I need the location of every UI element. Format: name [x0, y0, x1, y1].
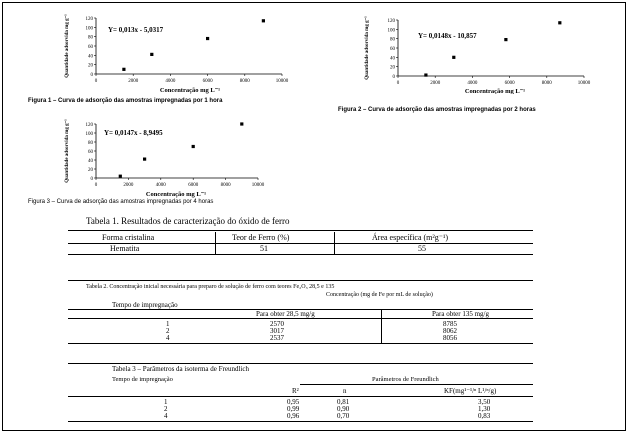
x-tick-label: 10000	[577, 81, 591, 86]
table-1-cell: 55	[418, 244, 426, 253]
data-point	[504, 38, 507, 41]
table-3-cell: 1	[164, 398, 168, 406]
data-point	[424, 73, 427, 76]
table-2-subtitle: Concentração (mg de Fe por mL de solução)	[326, 292, 433, 298]
table-3-cell: 0,83	[478, 412, 491, 420]
table-3-title: Tabela 3 – Parâmetros da isoterma de Freundlich	[112, 365, 249, 373]
table-1-header: Teor de Ferro (%)	[232, 233, 290, 242]
x-tick-label: 0	[396, 81, 400, 86]
figure-3-chart	[60, 118, 270, 198]
y-tick-label: 80	[88, 141, 93, 146]
table-divider	[68, 280, 533, 281]
table-2-cell: 8056	[443, 334, 457, 342]
data-point	[119, 175, 122, 178]
table-divider	[68, 363, 533, 364]
table-1-header: Forma cristalina	[102, 233, 155, 242]
table-3-cell: 0,70	[337, 412, 350, 420]
figure-2-caption: Figura 2 – Curva de adsorção das amostras impregnadas por 2 horas	[338, 107, 536, 113]
table-2-cell: 2	[166, 327, 170, 335]
table-3-group-label: Tempo de impregnação	[112, 376, 173, 383]
table-3-cell: 4	[164, 412, 168, 420]
data-point	[240, 122, 243, 125]
y-tick-label: 100	[387, 28, 395, 34]
y-tick-label: 40	[88, 54, 93, 60]
data-point	[122, 68, 125, 71]
y-tick-label: 120	[85, 123, 93, 128]
table-2-cell: 8062	[443, 327, 457, 335]
y-tick-label: 100	[85, 26, 93, 32]
data-point	[452, 56, 455, 59]
data-point	[558, 21, 561, 24]
x-tick-label: 0	[94, 79, 98, 84]
x-tick-label: 8000	[220, 183, 231, 188]
figure-2-chart	[360, 12, 600, 94]
figure-1-caption: Figura 1 – Curva de adsorção das amostras impregnadas por 1 hora	[28, 98, 223, 104]
table-3-cell: 0,81	[337, 398, 350, 406]
x-tick-label: 4000	[467, 81, 478, 86]
table-divider	[381, 309, 382, 343]
figure-3-caption: Figura 3 – Curva de adsorção das amostras impregnadas por 4 horas	[28, 199, 214, 205]
table-3-cell: 0,90	[337, 405, 350, 413]
table-2-header: Para obter 135 mg/g	[432, 310, 489, 318]
y-tick-label: 80	[390, 37, 395, 43]
table-3-cell: 3,50	[478, 398, 491, 406]
y-tick-label: 20	[390, 65, 395, 71]
data-point	[192, 145, 195, 148]
data-point	[262, 19, 265, 22]
table-divider	[300, 384, 533, 385]
table-3-cell: 0,96	[287, 412, 300, 420]
table-2-cell: 8785	[443, 320, 457, 328]
y-tick-label: 40	[88, 159, 93, 164]
table-divider	[68, 396, 533, 397]
table-1-header: Área específica (m²g⁻¹)	[372, 233, 449, 242]
table-2-title: Tabela 2. Concentração inicial necessária para preparo de solução de ferro com teores Fe₂O₃ 28,5 e 135	[86, 284, 335, 290]
x-tick-label: 6000	[504, 81, 515, 86]
x-tick-label: 6000	[188, 183, 199, 188]
x-tick-label: 8000	[541, 81, 552, 86]
table-divider	[68, 254, 533, 255]
y-tick-label: 0	[392, 75, 395, 80]
x-tick-label: 2000	[430, 81, 441, 86]
table-2-cell: 2537	[270, 334, 284, 342]
chart-ylabel: Quantidade adsorvida mg g⁻¹	[65, 119, 70, 183]
chart-equation: Y= 0,0147x - 8,9495	[104, 129, 163, 137]
x-tick-label: 8000	[239, 79, 250, 84]
x-tick-label: 4000	[165, 79, 176, 84]
table-3-cell: 1,30	[478, 405, 491, 413]
table-2-cell: 2570	[270, 320, 284, 328]
x-tick-label: 2000	[128, 79, 139, 84]
table-3-header: R²	[292, 387, 299, 395]
chart-ylabel: Quantidade adsorvida mg g⁻¹	[65, 14, 70, 78]
table-divider	[68, 343, 533, 344]
y-tick-label: 80	[88, 35, 93, 41]
y-tick-label: 120	[387, 19, 395, 24]
table-3-cell: 2	[164, 405, 168, 413]
x-tick-label: 4000	[155, 183, 166, 188]
data-point	[143, 158, 146, 161]
table-2-group-label: Tempo de impregnação	[112, 301, 178, 309]
table-1-cell: Hematita	[110, 244, 140, 253]
chart-equation: Y= 0,0148x - 10,857	[418, 32, 477, 40]
x-tick-label: 6000	[202, 79, 213, 84]
table-3-cell: 0,99	[287, 405, 300, 413]
y-tick-label: 100	[85, 132, 93, 137]
chart-xlabel: Concentração mg L⁻¹	[464, 88, 526, 94]
table-3-header: KF(mg¹⁻¹/ⁿ L¹/ⁿ/g)	[444, 387, 497, 395]
table-2-cell: 1	[166, 320, 170, 328]
x-tick-label: 10000	[251, 183, 265, 188]
y-tick-label: 120	[85, 17, 93, 22]
y-tick-label: 0	[90, 177, 93, 182]
y-tick-label: 20	[88, 168, 93, 173]
y-tick-label: 0	[90, 73, 93, 78]
y-tick-label: 60	[88, 45, 93, 50]
chart-xlabel: Concentração mg L⁻¹	[145, 191, 207, 198]
x-tick-label: 0	[94, 183, 98, 188]
y-tick-label: 60	[390, 47, 395, 52]
data-point	[150, 53, 153, 56]
table-3-cell: 0,95	[287, 398, 300, 406]
data-point	[206, 37, 209, 40]
table-2-header: Para obter 28,5 mg/g	[256, 310, 315, 318]
table-2-cell: 4	[166, 334, 170, 342]
figure-1-chart	[60, 12, 300, 94]
chart-ylabel: Quantidade adsorvida mg g⁻¹	[365, 16, 370, 80]
chart-equation: Y= 0,013x - 5,0317	[108, 26, 164, 34]
y-tick-label: 20	[88, 63, 93, 69]
x-tick-label: 10000	[275, 79, 289, 84]
y-tick-label: 60	[88, 150, 93, 155]
y-tick-label: 40	[390, 56, 395, 62]
table-2-cell: 3017	[270, 327, 284, 335]
table-3-header: n	[343, 387, 347, 395]
table-divider	[68, 318, 533, 319]
table-1-cell: 51	[260, 244, 268, 253]
table-3-params-label: Parâmetros de Freundlich	[372, 376, 439, 383]
x-tick-label: 2000	[123, 183, 134, 188]
table-1-title: Tabela 1. Resultados de caracterização do óxido de ferro	[86, 216, 290, 226]
table-divider	[68, 421, 533, 422]
table-divider	[68, 230, 533, 231]
chart-xlabel: Concentração mg L⁻¹	[159, 87, 221, 94]
chart-plot-area	[388, 19, 591, 86]
